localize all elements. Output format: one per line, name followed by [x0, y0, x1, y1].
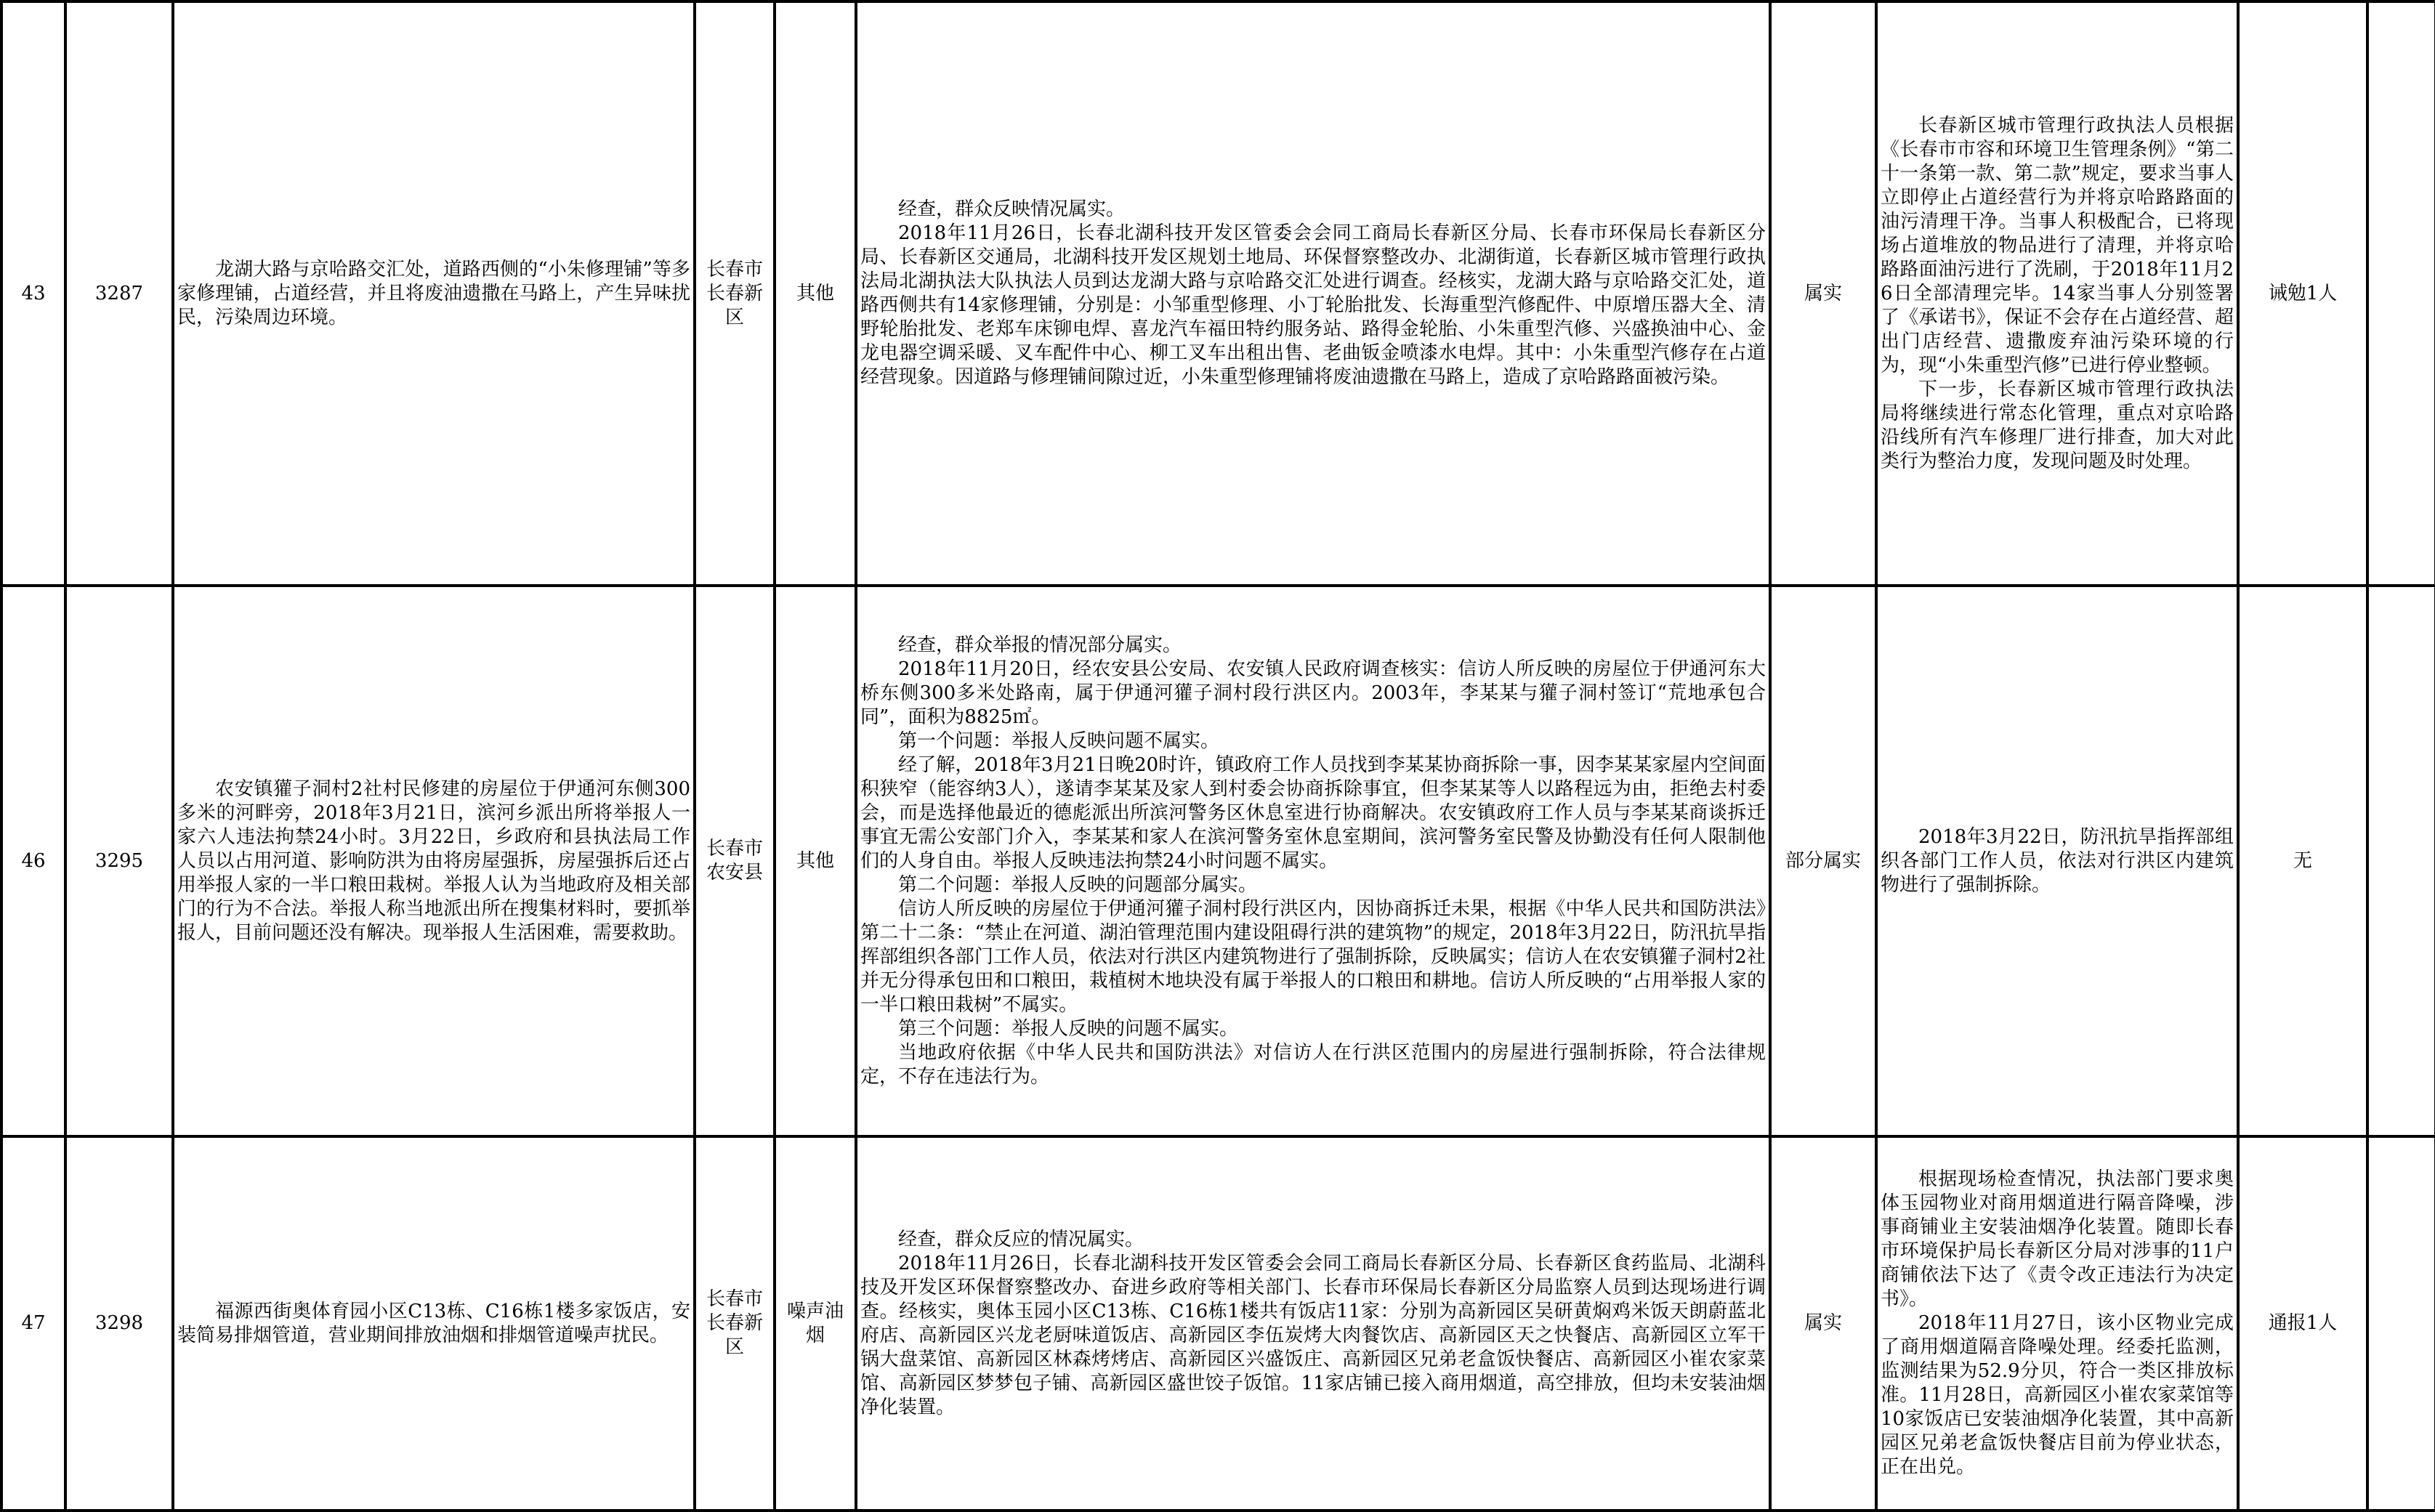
handling-cell [1876, 1, 2238, 586]
district-cell: 长春市长春新区 [695, 1, 775, 586]
handling-paragraph: 下一步，长春新区城市管理行政执法局将继续进行常态化管理，重点对京哈路沿线所有汽车修理厂进行排查，加大对此类行为整治力度，发现问题及时处理。 [1881, 378, 2234, 472]
accountability-cell: 通报1人 [2238, 1136, 2367, 1511]
investigation-cell [856, 1, 1770, 586]
district-cell: 长春市长春新区 [695, 1136, 775, 1511]
handling-paragraph: 2018年3月22日，防汛抗旱指挥部组织各部门工作人员，依法对行洪区内建筑物进行了强制拆除。 [1881, 825, 2234, 896]
case-number-cell: 3298 [65, 1136, 173, 1511]
investigation-paragraph: 2018年11月26日，长春北湖科技开发区管委会会同工商局长春新区分局、长春市环保局长春新区分局、长春新区交通局，北湖科技开发区规划土地局、环保督察整改办、北湖街道，长春新区城市管理行政执法局北湖执法大队执法人员到达龙湖大路与京哈路交汇处进行调查。经核实，龙湖大路与京哈路交汇处，道路西侧共有14家修理铺，分别是：小邹重型修理、小丁轮胎批发、长海重型汽修配件、中原增压器大全、清野轮胎批发、老郑车床铆电焊、喜龙汽车福田特约服务站、路得金轮胎、小朱重型汽修、兴盛换油中心、金龙电器空调采暖、叉车配件中心、柳工叉车出租出售、老曲钣金喷漆水电焊。其中：小朱重型汽修存在占道经营现象。因道路与修理铺间隙过近，小朱重型修理铺将废油遗撒在马路上，造成了京哈路路面被污染。 [860, 222, 1766, 388]
complaint-paragraph: 龙湖大路与京哈路交汇处，道路西侧的“小朱修理铺”等多家修理铺，占道经营，并且将废油遗撒在马路上，产生异味扰民，污染周边环境。 [177, 258, 690, 328]
accountability-cell: 无 [2238, 586, 2367, 1136]
table-row [1, 586, 2435, 1136]
investigation-paragraph: 2018年11月26日，长春北湖科技开发区管委会会同工商局长春新区分局、长春新区食药监局、北湖科技及开发区环保督察整改办、奋进乡政府等相关部门、长春市环保局长春新区分局监察人员到达现场进行调查。经核实，奥体玉园小区C13栋、C16栋1楼共有饭店11家：分别为高新园区吴研黄焖鸡米饭天朗蔚蓝北府店、高新园区兴龙老厨味道饭店、高新园区李伍炭烤大肉餐饮店、高新园区天之快餐店、高新园区立军干锅大盘菜馆、高新园区林森烤烤店、高新园区兴盛饭庄、高新园区兄弟老盒饭快餐店、高新园区小崔农家菜馆、高新园区梦梦包子铺、高新园区盛世饺子饭馆。11家店铺已接入商用烟道，高空排放，但均未安装油烟净化装置。 [860, 1252, 1766, 1418]
case-number-cell: 3295 [65, 586, 173, 1136]
investigation-cell [856, 1136, 1770, 1511]
investigation-paragraph: 经查，群众反应的情况属实。 [898, 1228, 1144, 1250]
investigation-paragraph: 第三个问题：举报人反映的问题不属实。 [898, 1017, 1239, 1040]
category-cell: 其他 [775, 586, 856, 1136]
handling-cell [1876, 1136, 2238, 1511]
investigation-cell [856, 586, 1770, 1136]
investigation-paragraph: 2018年11月20日，经农安县公安局、农安镇人民政府调查核实：信访人所反映的房屋位于伊通河东大桥东侧300多米处路南，属于伊通河獾子洞村段行洪区内。2003年，李某某与獾子洞村签订“荒地承包合同”，面积为8825㎡。 [860, 658, 1766, 728]
investigation-paragraph: 经了解，2018年3月21日晚20时许，镇政府工作人员找到李某某协商拆除一事，因李某某家屋内空间面积狭窄（能容纳3人），遂请李某某及家人到村委会协商拆除事宜，但李某某等人以路程远为由，拒绝去村委会，而是选择他最近的德彪派出所滨河警务区休息室进行协商解决。农安镇政府工作人员与李某某商谈拆迁事宜无需公安部门介入，李某某和家人在滨河警务室休息室期间，滨河警务室民警及协勤没有任何人限制他们的人身自由。举报人反映违法拘禁24小时问题不属实。 [860, 753, 1766, 872]
table-row [1, 1, 2435, 586]
handling-paragraph: 根据现场检查情况，执法部门要求奥体玉园物业对商用烟道进行隔音降噪，涉事商铺业主安装油烟净化装置。随即长春市环境保护局长春新区分局对涉事的11户商铺依法下达了《责令改正违法行为决定书》。 [1881, 1168, 2234, 1310]
handling-cell [1876, 586, 2238, 1136]
verdict-cell: 部分属实 [1770, 586, 1876, 1136]
seq-cell: 46 [1, 586, 65, 1136]
complaint-cell [173, 586, 695, 1136]
remarks-cell [2367, 586, 2435, 1136]
investigation-paragraph: 经查，群众举报的情况部分属实。 [898, 634, 1182, 656]
verdict-cell: 属实 [1770, 1, 1876, 586]
remarks-cell [2367, 1, 2435, 586]
table-row [1, 1136, 2435, 1511]
handling-paragraph: 长春新区城市管理行政执法人员根据《长春市市容和环境卫生管理条例》“第二十一条第一款、第二款”规定，要求当事人立即停止占道经营行为并将京哈路路面的油污清理干净。当事人积极配合，已将现场占道堆放的物品进行了清理，并将京哈路路面油污进行了洗刷，于2018年11月26日全部清理完毕。14家当事人分别签署了《承诺书》，保证不会存在占道经营、超出门店经营、遗撒废弃油污染环境的行为，现“小朱重型汽修”已进行停业整顿。 [1881, 114, 2234, 376]
complaint-cell [173, 1, 695, 586]
category-cell: 噪声油烟 [775, 1136, 856, 1511]
investigation-paragraph: 第一个问题：举报人反映问题不属实。 [898, 729, 1220, 752]
complaint-paragraph: 农安镇獾子洞村2社村民修建的房屋位于伊通河东侧300多米的河畔旁，2018年3月21日，滨河乡派出所将举报人一家六人违法拘禁24小时。3月22日，乡政府和县执法局工作人员以占用河道、影响防洪为由将房屋强拆，房屋强拆后还占用举报人家的一半口粮田栽树。举报人认为当地政府及相关部门的行为不合法。举报人称当地派出所在搜集材料时，要抓举报人，目前问题还没有解决。现举报人生活困难，需要救助。 [177, 777, 690, 944]
investigation-paragraph: 经查，群众反映情况属实。 [898, 198, 1126, 220]
accountability-cell: 诫勉1人 [2238, 1, 2367, 586]
category-cell: 其他 [775, 1, 856, 586]
case-number-cell: 3287 [65, 1, 173, 586]
investigation-paragraph: 信访人所反映的房屋位于伊通河獾子洞村段行洪区内，因协商拆迁未果，根据《中华人民共和国防洪法》第二十二条：“禁止在河道、湖泊管理范围内建设阻碍行洪的建筑物”的规定，2018年3月22日，防汛抗旱指挥部组织各部门工作人员，依法对行洪区内建筑物进行了强制拆除，反映属实；信访人在农安镇獾子洞村2社并无分得承包田和口粮田，栽植树木地块没有属于举报人的口粮田和耕地。信访人所反映的“占用举报人家的一半口粮田栽树”不属实。 [860, 897, 1766, 1016]
seq-cell: 43 [1, 1, 65, 586]
remarks-cell [2367, 1136, 2435, 1511]
district-cell: 长春市农安县 [695, 586, 775, 1136]
verdict-cell: 属实 [1770, 1136, 1876, 1511]
complaint-paragraph: 福源西街奥体育园小区C13栋、C16栋1楼多家饭店，安装简易排烟管道，营业期间排放油烟和排烟管道噪声扰民。 [177, 1300, 690, 1346]
handling-paragraph: 2018年11月27日，该小区物业完成了商用烟道隔音降噪处理。经委托监测，监测结果为52.9分贝，符合一类区排放标准。11月28日，高新园区小崔农家菜馆等10家饭店已安装油烟净化装置，其中高新园区兄弟老盒饭快餐店目前为停业状态，正在出兑。 [1881, 1312, 2234, 1478]
investigation-paragraph: 当地政府依据《中华人民共和国防洪法》对信访人在行洪区范围内的房屋进行强制拆除，符合法律规定，不存在违法行为。 [860, 1041, 1766, 1088]
complaint-cell [173, 1136, 695, 1511]
seq-cell: 47 [1, 1136, 65, 1511]
investigation-paragraph: 第二个问题：举报人反映的问题部分属实。 [898, 873, 1258, 896]
